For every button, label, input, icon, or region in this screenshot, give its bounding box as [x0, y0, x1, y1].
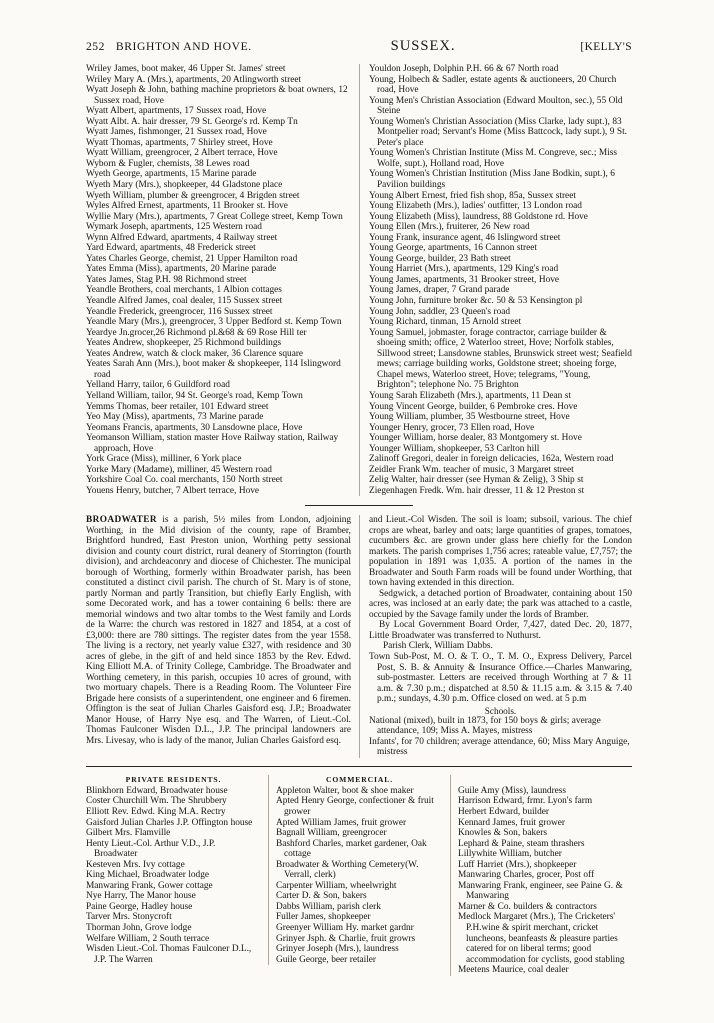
- commercial-entry: Harrison Edward, frmr. Lyon's farm: [458, 796, 593, 807]
- directory-entry: Wyatt Thomas, apartments, 7 Shirley street, Hove: [86, 137, 273, 148]
- directory-entry: Yeandle Brothers, coal merchants, 1 Albion cottages: [86, 285, 282, 296]
- parish-description: [86, 515, 632, 757]
- directory-entry: Yeo May (Miss), apartments, 73 Marine parade: [86, 412, 264, 423]
- directory-entry: Young William, plumber, 35 Westbourne street, Hove: [369, 412, 570, 423]
- directory-entry: Young Sarah Elizabeth (Mrs.), apartments, 11 Dean st: [369, 390, 571, 401]
- post-office-info: Town Sub-Post, M. O. & T. O., T. M. O., Express Delivery, Parcel Post, S. B. & Annuity & Insurance Office.—Charles Manwaring, sub-postmaster. Letters are received through Worthing at 7 & 11 a.m. & 7.30 p.m.; dispatched at 8.50 & 11.15 a.m. & 3.15 & 7.40 p.m.; sundays, 4.30 p.m. Office closed on wed. at 5 p.m: [369, 651, 632, 705]
- commercial-entry: Carpenter William, wheelwright: [276, 880, 397, 891]
- directory-entry: Young John, saddler, 23 Queen's road: [369, 306, 511, 317]
- parish-column-right: [359, 515, 632, 757]
- directory-entry: Wyatt Joseph & John, bathing machine proprietors & boat owners, 12 Sussex road, Hove: [86, 85, 348, 106]
- directory-entry: Youldon Joseph, Dolphin P.H. 66 & 67 North road: [369, 64, 559, 74]
- directory-entry: Wriley James, boot maker, 46 Upper St. James' street: [86, 64, 286, 74]
- private-resident-entry: Welfare William, 2 South terrace: [86, 933, 210, 944]
- commercial-entry: Kennard James, fruit grower: [458, 817, 565, 828]
- directory-entry: Younger William, horse dealer, 83 Montgomery st. Hove: [369, 433, 582, 444]
- school-entry: Infants', for 70 children; average attendance, 60; Miss Mary Anguige, mistress: [369, 736, 630, 758]
- parish-paragraph: Sedgwick, a detached portion of Broadwater, containing about 150 acres, was inclosed at an early date; the park was attached to a castle, occupied by the Savage family under the lords of Bramber.: [369, 588, 632, 620]
- commercial-entry: Bashford Charles, market gardener, Oak cottage: [276, 838, 427, 860]
- commercial-column-2: [450, 775, 632, 976]
- commercial-entry: Guile Amy (Miss), laundress: [458, 785, 567, 796]
- directory-entry: Young Frank, insurance agent, 46 Islingword street: [369, 232, 561, 243]
- commercial-column-1: [268, 775, 450, 965]
- directory-entry: Yates James, Stag P.H. 98 Richmond street: [86, 274, 247, 285]
- school-entry: National (mixed), built in 1873, for 150 boys & girls; average attendance, 109; Miss A. Mayes, mistress: [369, 715, 601, 737]
- directory-entry: Young Vincent George, builder, 6 Pembroke cres. Hove: [369, 401, 578, 412]
- commercial-entry: Herbert Edward, builder: [458, 806, 550, 817]
- directory-entry: Young Women's Christian Institute (Miss M. Congreve, sec.; Miss Wolfe, supt.), Holland road, Hove: [369, 148, 618, 169]
- commercial-entry: Meetens Maurice, coal dealer: [458, 965, 569, 976]
- directory-entry: Wymark Joseph, apartments, 125 Western road: [86, 222, 262, 233]
- directory-entry: York Grace (Miss), milliner, 6 York place: [86, 454, 242, 465]
- commercial-entry: Knowles & Son, bakers: [458, 828, 547, 839]
- directory-entry: Wyles Alfred Ernest, apartments, 11 Brooker st. Hove: [86, 201, 288, 212]
- commercial-entry: Bagnall William, greengrocer: [276, 828, 387, 839]
- directory-entry: Yeardye Jn.grocer,26 Richmond pl.&68 & 69 Rose Hill ter: [86, 327, 307, 338]
- section-divider-rule: [305, 505, 413, 506]
- directory-entry: Yeates Sarah Ann (Mrs.), boot maker & shopkeeper, 114 Islingword road: [86, 359, 341, 380]
- directory-entry: Yeandle Mary (Mrs.), greengrocer, 3 Upper Bedford st. Kemp Town: [86, 317, 342, 328]
- directory-entry: Wyeth George, apartments, 15 Marine parade: [86, 169, 257, 180]
- directory-entry: Youens Henry, butcher, 7 Albert terrace, Hove: [86, 485, 259, 496]
- directory-entry: Yelland Harry, tailor, 6 Guildford road: [86, 380, 230, 391]
- directory-entry: Wyatt Albt. A. hair dresser, 79 St. George's rd. Kemp Tn: [86, 116, 298, 127]
- private-resident-entry: Gilbert Mrs. Flamville: [86, 828, 171, 839]
- directory-entry: Zeidler Frank Wm. teacher of music, 3 Margaret street: [369, 464, 574, 475]
- parish-clerk: Parish Clerk, William Dabbs.: [383, 641, 493, 652]
- commercial-entry: Carter D. & Son, bakers: [276, 891, 367, 902]
- parish-paragraph: By Local Government Board Order, 7,427, dated Dec. 20, 1877, Little Broadwater was transferred to Nuthurst.: [369, 620, 632, 641]
- directory-column-left: [86, 64, 359, 496]
- directory-entry: Wyatt Albert, apartments, 17 Sussex road, Hove: [86, 106, 267, 117]
- running-head-center: SUSSEX.: [390, 38, 456, 54]
- directory-entry: Yeandle Frederick, greengrocer, 116 Sussex street: [86, 306, 273, 317]
- directory-entry: Young Men's Christian Association (Edward Moulton, sec.), 55 Old Steine: [369, 95, 623, 117]
- directory-entry: Wynn Alfred Edward, apartments, 4 Railway street: [86, 232, 278, 243]
- private-resident-entry: Elliott Rev. Edwd. King M.A. Rectry: [86, 806, 226, 817]
- directory-entry: Yeates Andrew, shopkeeper, 25 Richmond buildings: [86, 338, 282, 349]
- private-resident-entry: Wisden Lieut.-Col. Thomas Faulconer D.L., J.P. The Warren: [86, 944, 252, 965]
- directory-column-right: [359, 64, 632, 496]
- directory-entry: Young Ellen (Mrs.), fruiterer, 26 New road: [369, 222, 530, 233]
- commercial-entry: Marner & Co. builders & contractors: [458, 901, 597, 912]
- directory-entry: Young, Holbech & Sadler, estate agents & auctioneers, 20 Church road, Hove: [369, 74, 617, 96]
- commercial-entry: Guile George, beer retailer: [276, 954, 377, 965]
- directory-entry: Young Samuel, jobmaster, forage contractor, carriage builder & shoeing smith; office, 2 Waterloo street, Hove; Norfolk stables, Sillwood street; Lansdowne stables, Brunswick street west; Seafield mews; carriage building works, Goldstone street; shoeing forge, Chapel mews, Waterloo street, Hove; telegrams, "Young, Brighton"; telephone No. 75 Brighton: [369, 327, 632, 391]
- directory-entry: Wyatt William, greengrocer, 2 Albert terrace, Hove: [86, 148, 278, 159]
- private-residents-column: [86, 775, 268, 965]
- private-resident-entry: Kesteven Mrs. Ivy cottage: [86, 859, 185, 870]
- directory-entry: Wriley Mary A. (Mrs.), apartments, 20 Atlingworth street: [86, 74, 302, 85]
- bottom-listings: [86, 775, 632, 976]
- directory-entry: Wyllie Mary (Mrs.), apartments, 7 Great College street, Kemp Town: [86, 211, 343, 222]
- commercial-entry: Dabbs William, parish clerk: [276, 901, 381, 912]
- directory-entry: Young George, builder, 23 Bath street: [369, 253, 511, 264]
- private-resident-entry: Henty Lieut.-Col. Arthur V.D., J.P. Broadwater: [86, 838, 216, 860]
- page-number: 252: [86, 40, 105, 53]
- commercial-heading: COMMERCIAL.: [325, 774, 394, 784]
- schools-heading: Schools.: [484, 705, 517, 716]
- directory-entry: Yard Edward, apartments, 48 Frederick street: [86, 243, 256, 254]
- private-resident-entry: Thorman John, Grove lodge: [86, 923, 192, 933]
- directory-entry: Young Harriet (Mrs.), apartments, 129 King's road: [369, 264, 559, 275]
- directory-entry: Younger Henry, grocer, 73 Ellen road, Hove: [369, 422, 535, 433]
- private-resident-entry: Gaisford Julian Charles J.P. Offington house: [86, 817, 253, 828]
- running-head-right: [KELLY'S: [580, 41, 632, 53]
- directory-entry: Wyeth William, plumber & greengrocer, 4 Brigden street: [86, 190, 300, 201]
- directory-entry: Yemms Thomas, beer retailer, 101 Edward street: [86, 401, 269, 412]
- running-head-left: BRIGHTON AND HOVE.: [115, 40, 252, 53]
- commercial-entry: Appleton Walter, boot & shoe maker: [276, 785, 414, 796]
- private-resident-entry: King Michael, Broadwater lodge: [86, 870, 209, 881]
- private-resident-entry: Manwaring Frank, Gower cottage: [86, 880, 213, 891]
- running-head: [86, 38, 632, 55]
- commercial-entry: Apted William James, fruit grower: [276, 817, 407, 828]
- parish-column-left: [86, 515, 359, 746]
- directory-entry: Young George, apartments, 16 Cannon street: [369, 243, 537, 254]
- directory-entry: Young Albert Ernest, fried fish shop, 85a, Sussex street: [369, 190, 576, 201]
- directory-entry: Zalinoff Gregori, dealer in foreign delicacies, 162a, Western road: [369, 454, 614, 465]
- directory-entry: Young Women's Christian Institution (Miss Jane Bodkin, supt.), 6 Pavilion buildings: [369, 169, 615, 191]
- commercial-entry: Grinyer Jsph. & Charlie, fruit growrs: [276, 933, 416, 944]
- private-resident-entry: Nye Harry, The Manor house: [86, 891, 196, 902]
- commercial-entry: Manwaring Charles, grocer, Post off: [458, 870, 595, 881]
- commercial-entry: Fuller James, shopkeeper: [276, 912, 371, 923]
- directory-entry: Young Women's Christian Association (Miss Clarke, lady supt.), 83 Montpelier road; Servant's Home (Miss Battcock, lady supt.), 9 St. Peter's place: [369, 116, 627, 148]
- section-divider-rule-2: [86, 766, 632, 767]
- directory-listings: [86, 64, 632, 496]
- parish-paragraph: BROADWATER is a parish, 5½ miles from London, adjoining Worthing, in the Mid division of the county, rape of Bramber, Brightford hundred, East Preston union, Worthing petty sessional division and county court district, rural deanery of Storrington (fourth division), and archdeaconry and diocese of Chichester. The municipal borough of Worthing, formerly within Broadwater parish, has been constituted a distinct civil parish. The church of St. Mary is of stone, partly Norman and partly Transition, but chiefly Early English, with some Decorated work, and has a tower containing 6 bells: there are memorial windows and two altar tombs to the West family and Lords de la Warre: the church was restored in 1827 and 1854, at a cost of £3,000: there are 780 sittings. The register dates from the year 1558. The living is a rectory, net yearly value £327, with residence and 30 acres of glebe, in the gift of and held since 1853 by the Rev. Edwd. King Elliott M.A. of Trinity College, Cambridge. The Broadwater and Worthing cemetery, in this parish, occupies 10 acres of ground, with two mortuary chapels. There is a Reading Room. The Volunteer Fire Brigade here consists of a superintendent, one engineer and 6 firemen. Offington is the seat of Julian Charles Gaisford esq. J.P.; Broadwater Manor House, of Harry Nye esq. and The Warren, of Lieut.-Col. Thomas Faulconer Wisden D.L., J.P. The principal landowners are Mrs. Livesay, who is lady of the manor, Julian Charles Gaisford esq.: [86, 515, 351, 746]
- commercial-entry: Luff Harriet (Mrs.), shopkeeper: [458, 859, 577, 870]
- directory-entry: Yelland William, tailor, 94 St. George's road, Kemp Town: [86, 390, 303, 401]
- directory-entry: Ziegenhagen Fredk. Wm. hair dresser, 11 & 12 Preston st: [369, 485, 585, 496]
- directory-entry: Young Elizabeth (Mrs.), ladies' outfitter, 13 London road: [369, 201, 582, 212]
- parish-paragraph: and Lieut.-Col Wisden. The soil is loam; subsoil, various. The chief crops are wheat, barley and oats; large quantities of grapes, tomatoes, cucumbers &c. are grown under glass here chiefly for the London markets. The parish comprises 1,756 acres; rateable value, £7,757; the population in 1891 was 1,035. A portion of the names in the Broadwater and South Farm roads will be found under Worthing, that town having extended in this direction.: [369, 515, 632, 589]
- directory-entry: Yates Charles George, chemist, 21 Upper Hamilton road: [86, 253, 298, 264]
- directory-entry: Young John, furniture broker &c. 50 & 53 Kensington pl: [369, 296, 583, 307]
- private-resident-entry: Tarver Mrs. Stonycroft: [86, 912, 172, 923]
- directory-entry: Young Elizabeth (Miss), laundress, 88 Goldstone rd. Hove: [369, 211, 588, 222]
- private-resident-entry: Blinkhorn Edward, Broadwater house: [86, 785, 228, 796]
- directory-entry: Zelig Walter, hair dresser (see Hyman & Zelig), 3 Ship st: [369, 475, 584, 486]
- directory-entry: Yeandle Alfred James, coal dealer, 115 Sussex street: [86, 296, 283, 307]
- directory-entry: Wyeth Mary (Mrs.), shopkeeper, 44 Gladstone place: [86, 180, 283, 191]
- directory-entry: Wyatt James, fishmonger, 21 Sussex road, Hove: [86, 127, 267, 138]
- commercial-entry: Lillywhite William, butcher: [458, 849, 562, 860]
- directory-entry: Young James, apartments, 31 Brooker street, Hove: [369, 274, 560, 285]
- directory-entry: Yorkshire Coal Co. coal merchants, 150 North street: [86, 475, 283, 486]
- directory-entry: Yeates Andrew, watch & clock maker, 36 Clarence square: [86, 348, 304, 359]
- commercial-heading-spacer: [458, 775, 632, 784]
- commercial-entry: Lephard & Paine, steam thrashers: [458, 838, 585, 849]
- parish-name: BROADWATER: [86, 515, 157, 526]
- private-resident-entry: Paine George, Hadley house: [86, 901, 193, 912]
- private-residents-heading: PRIVATE RESIDENTS.: [125, 774, 222, 784]
- commercial-entry: Medlock Margaret (Mrs.), The Cricketers' P.H.wine & spirit merchant, cricket luncheons, beanfeasts & pleasure parties catered for on liberal terms; good accommodation for cyclists, good stabling: [458, 912, 625, 965]
- directory-entry: Yorke Mary (Madame), milliner, 45 Western road: [86, 464, 272, 475]
- directory-entry: Young James, draper, 7 Grand parade: [369, 285, 510, 296]
- commercial-entry: Grinyer Joseph (Mrs.), laundress: [276, 944, 399, 955]
- commercial-entry: Broadwater & Worthing Cemetery(W. Verrall, clerk): [276, 859, 419, 881]
- directory-entry: Young Richard, tinman, 15 Arnold street: [369, 317, 522, 328]
- commercial-entry: Apted Henry George, confectioner & fruit grower: [276, 796, 434, 817]
- directory-entry: Wyborn & Fugler, chemists, 38 Lewes road: [86, 158, 250, 169]
- directory-entry: Yeomans Francis, apartments, 30 Lansdowne place, Hove: [86, 422, 303, 433]
- directory-entry: Yeomanson William, station master Hove Railway station, Railway approach, Hove: [86, 433, 339, 454]
- directory-entry: Younger William, shopkeeper, 53 Carlton hill: [369, 443, 540, 454]
- private-resident-entry: Coster Churchill Wm. The Shrubbery: [86, 796, 227, 807]
- directory-entry: Yates Emma (Miss), apartments, 20 Marine parade: [86, 264, 277, 275]
- commercial-entry: Manwaring Frank, engineer, see Paine G. & Manwaring: [458, 880, 623, 902]
- commercial-entry: Greenyer William Hy. market gardnr: [276, 923, 414, 933]
